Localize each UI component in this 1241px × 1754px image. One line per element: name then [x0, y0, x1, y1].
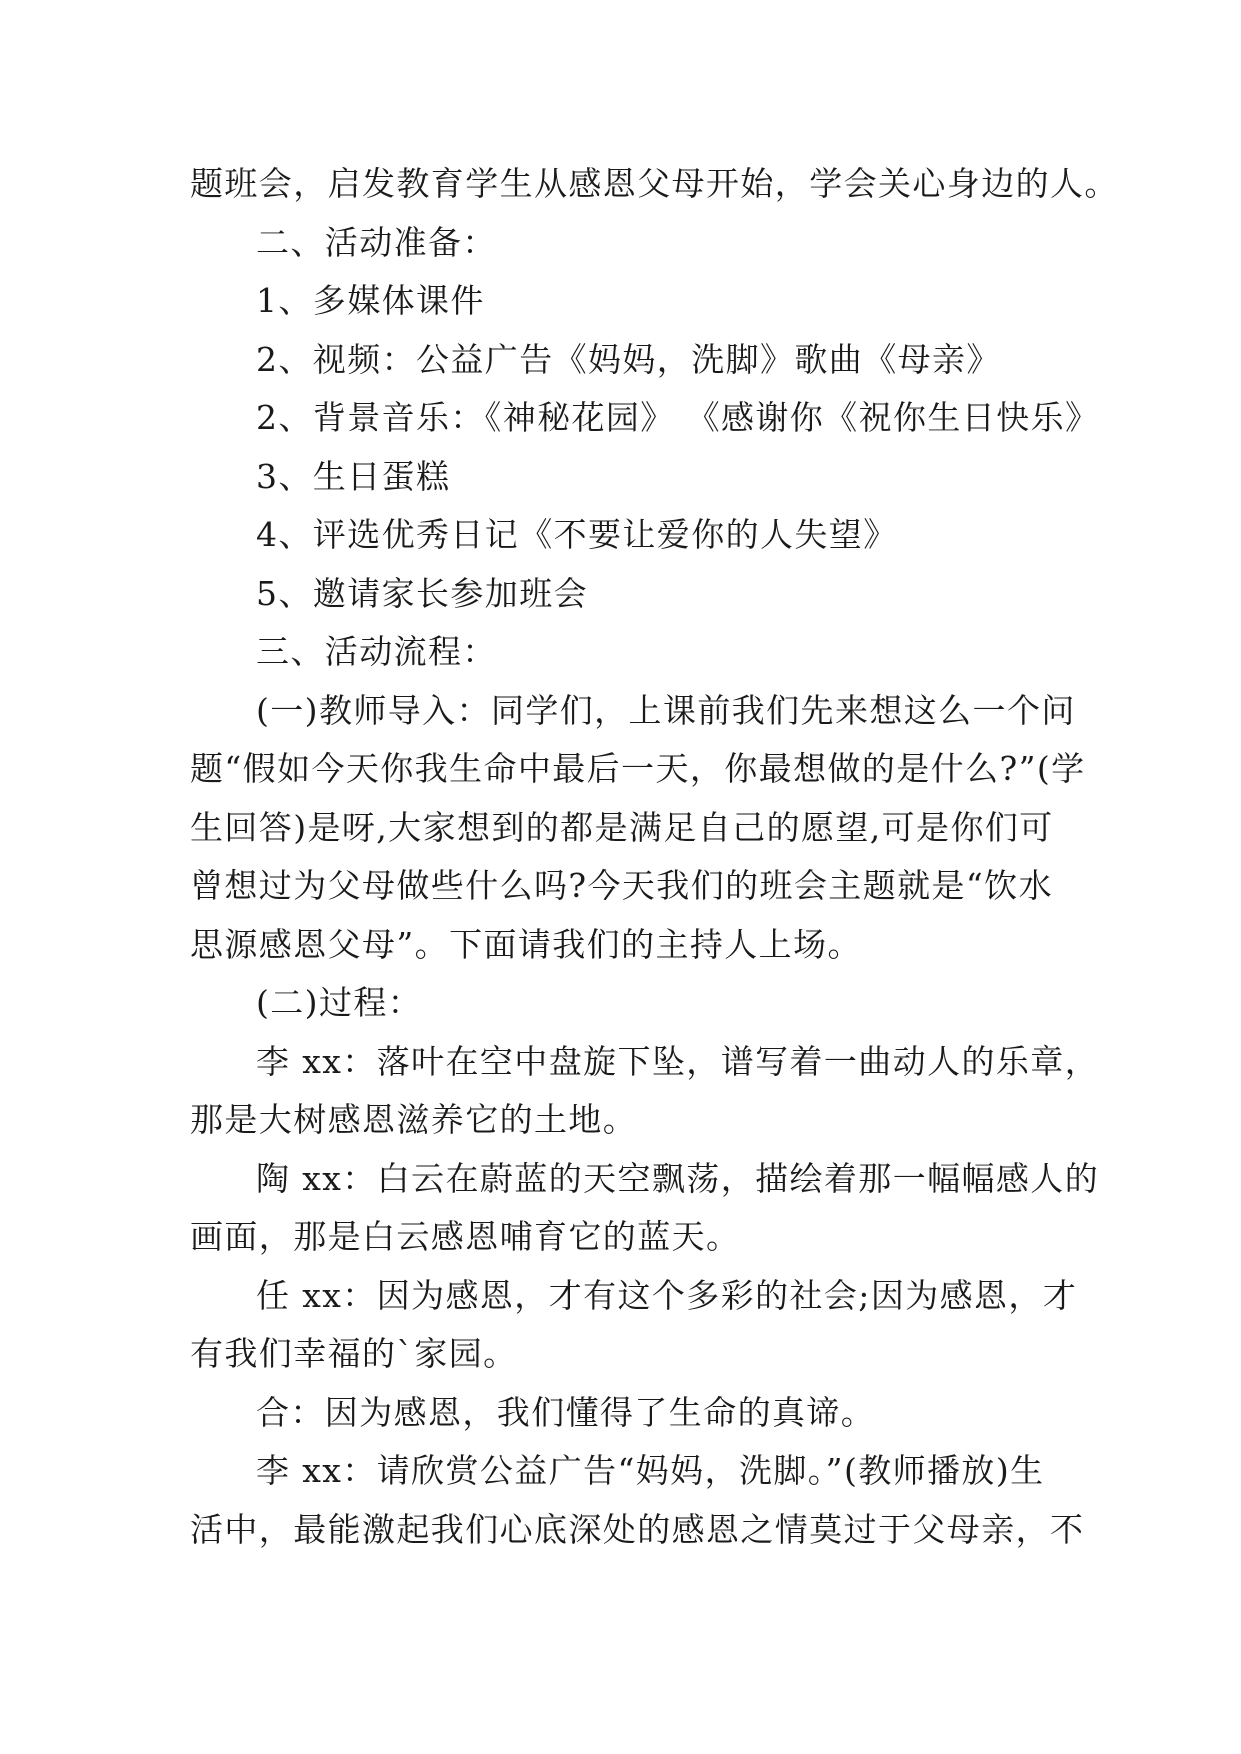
- section-heading: 三、活动流程：: [256, 632, 497, 671]
- paragraph-line: 题“假如今天你我生命中最后一天，你最想做的是什么?”(学: [190, 749, 1086, 788]
- paragraph-line: (一)教师导入：同学们，上课前我们先来想这么一个问: [256, 690, 1076, 730]
- paragraph-line: 任 xx：因为感恩，才有这个多彩的社会;因为感恩，才: [256, 1275, 1078, 1315]
- list-item: 1、多媒体课件: [256, 281, 485, 320]
- paragraph-line: 那是大树感恩滋养它的土地。: [190, 1100, 638, 1139]
- paragraph-line: 合：因为感恩，我们懂得了生命的真谛。: [256, 1392, 876, 1432]
- list-item: 3、生日蛋糕: [256, 456, 451, 496]
- paragraph-line: 生回答)是呀,大家想到的都是满足自己的愿望,可是你们可: [190, 807, 1054, 847]
- paragraph-line: 活中，最能激起我们心底深处的感恩之情莫过于父母亲，不: [190, 1509, 1085, 1549]
- paragraph-line: 有我们幸福的`家园。: [190, 1334, 518, 1373]
- document-body: [190, 155, 1119, 1559]
- section-heading: (二)过程：: [256, 983, 423, 1022]
- paragraph-line: 思源感恩父母”。下面请我们的主持人上场。: [190, 924, 862, 964]
- list-item: 2、背景音乐：《神秘花园》 《感谢你《祝你生日快乐》: [256, 398, 1100, 437]
- paragraph-line: 题班会，启发教育学生从感恩父母开始，学会关心身边的人。: [190, 164, 1119, 203]
- list-item: 4、评选优秀日记《不要让爱你的人失望》: [256, 515, 898, 554]
- paragraph-line: 画面，那是白云感恩哺育它的蓝天。: [190, 1217, 741, 1256]
- paragraph-line: 李 xx：请欣赏公益广告“妈妈，洗脚。”(教师播放)生: [256, 1451, 1045, 1490]
- paragraph-line: 陶 xx：白云在蔚蓝的天空飘荡，描绘着那一幅幅感人的: [256, 1158, 1100, 1198]
- paragraph-line: 曾想过为父母做些什么吗?今天我们的班会主题就是“饮水: [190, 866, 1053, 905]
- list-item: 5、邀请家长参加班会: [256, 573, 588, 613]
- list-item: 2、视频：公益广告《妈妈，洗脚》歌曲《母亲》: [256, 339, 1001, 379]
- section-heading: 二、活动准备：: [256, 222, 497, 262]
- paragraph-line: 李 xx：落叶在空中盘旋下坠，谱写着一曲动人的乐章，: [256, 1041, 1100, 1081]
